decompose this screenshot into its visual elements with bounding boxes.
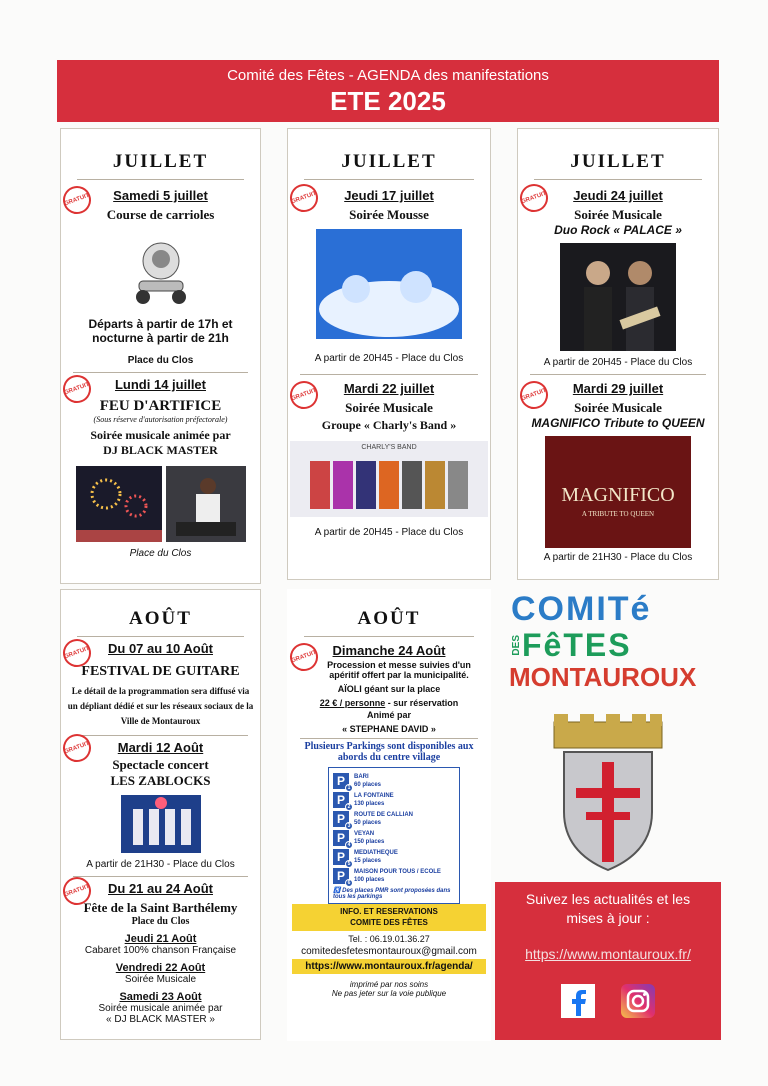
pmr-note: ♿ Des places PMR sont proposées dans tous les parkings bbox=[333, 888, 451, 900]
column-juillet-1 bbox=[60, 128, 261, 584]
month-title: JUILLET bbox=[304, 151, 474, 180]
gratuit-stamp: GRATUIT bbox=[59, 182, 95, 218]
day-21-date: Jeudi 21 Août bbox=[124, 933, 197, 945]
event-sub: LES ZABLOCKS bbox=[110, 773, 211, 788]
divider bbox=[300, 374, 478, 375]
event-time: A partir de 20H45 - Place du Clos bbox=[314, 527, 464, 538]
carriole-image bbox=[121, 229, 201, 309]
event-5-juillet bbox=[61, 188, 260, 366]
follow-box bbox=[495, 882, 721, 1040]
event-desc: Le détail de la programmation sera diffusé via un dépliant dédié et sur les réseaux sociaux de la Ville de Montauroux bbox=[67, 686, 254, 726]
event-title: Spectacle concert bbox=[112, 757, 209, 772]
parking-places: 150 places bbox=[354, 838, 385, 845]
event-date: Du 07 au 10 Août bbox=[108, 641, 213, 656]
parking-name: LA FONTAINE bbox=[354, 792, 394, 799]
info-tel: Tel. : 06.19.01.36.27 bbox=[348, 934, 430, 944]
event-date: Dimanche 24 Août bbox=[332, 643, 446, 658]
divider bbox=[73, 876, 248, 877]
event-29-juillet bbox=[518, 381, 718, 563]
day-23-desc: Soirée musicale animée par bbox=[98, 1003, 223, 1014]
info-contact bbox=[292, 931, 486, 998]
parking-places: 100 places bbox=[354, 876, 385, 883]
parking-number: 6 bbox=[345, 879, 353, 887]
gratuit-stamp: GRATUIT bbox=[286, 377, 322, 413]
facebook-icon[interactable] bbox=[561, 984, 595, 1018]
event-17-juillet bbox=[288, 188, 490, 364]
coat-of-arms bbox=[546, 712, 670, 874]
event-line4: Animé par bbox=[366, 710, 411, 720]
event-festival-guitare bbox=[61, 641, 260, 729]
parking-icon: P 3 bbox=[333, 811, 349, 827]
band-members bbox=[290, 461, 488, 509]
event-title: Soirée Musicale bbox=[345, 400, 433, 415]
palace-duo-image bbox=[560, 243, 676, 351]
day-23-date: Samedi 23 Août bbox=[119, 991, 202, 1003]
month-title: JUILLET bbox=[77, 151, 244, 180]
event-date: Jeudi 24 juillet bbox=[573, 188, 663, 203]
divider bbox=[300, 738, 478, 739]
parking-icon: P 4 bbox=[333, 830, 349, 846]
event-date: Jeudi 17 juillet bbox=[344, 188, 434, 203]
day-22-desc: Soirée Musicale bbox=[124, 974, 197, 985]
parking-name: BARI bbox=[354, 773, 369, 780]
gratuit-stamp: GRATUIT bbox=[516, 180, 552, 216]
event-title: FEU D'ARTIFICE bbox=[99, 398, 222, 414]
fireworks-image bbox=[76, 466, 162, 542]
event-time: A partir de 21H30 - Place du Clos bbox=[86, 859, 235, 870]
instagram-icon[interactable] bbox=[621, 984, 655, 1018]
parking-number: 5 bbox=[345, 860, 353, 868]
header-title: ETE 2025 bbox=[330, 86, 446, 116]
feu-artifice-images bbox=[61, 466, 260, 542]
follow-url[interactable]: https://www.montauroux.fr/ bbox=[525, 946, 691, 962]
info-email[interactable]: comitedesfetesmontauroux@gmail.com bbox=[301, 946, 477, 957]
info-title1: INFO. ET RESERVATIONS bbox=[340, 907, 438, 916]
event-14-juillet bbox=[61, 377, 260, 559]
event-place: Place du Clos bbox=[129, 548, 192, 559]
social-icons bbox=[495, 984, 721, 1018]
parking-item bbox=[333, 847, 455, 866]
event-place: Place du Clos bbox=[131, 916, 190, 927]
gratuit-stamp: GRATUIT bbox=[59, 730, 95, 766]
parking-item bbox=[333, 809, 455, 828]
follow-text: Suivez les actualités et les mises à jour : bbox=[525, 891, 691, 926]
parking-name: MAISON POUR TOUS / ECOLE bbox=[354, 868, 441, 875]
logo-word-comite: COMITé bbox=[511, 590, 652, 628]
logo-word-des: DES bbox=[511, 634, 522, 656]
event-sub: MAGNIFICO Tribute to QUEEN bbox=[531, 416, 705, 430]
event-title: Soirée Musicale bbox=[574, 207, 662, 222]
gratuit-stamp: GRATUIT bbox=[516, 377, 552, 413]
event-date: Mardi 29 juillet bbox=[572, 381, 664, 396]
day-21-desc: Cabaret 100% chanson Française bbox=[84, 945, 237, 956]
gratuit-stamp: GRATUIT bbox=[286, 180, 322, 216]
parking-places: 15 places bbox=[354, 857, 382, 864]
divider bbox=[73, 372, 248, 373]
parking-item bbox=[333, 866, 455, 885]
parking-icon: P 1 bbox=[333, 773, 349, 789]
parking-icon: P 6 bbox=[333, 868, 349, 884]
event-22-juillet bbox=[288, 381, 490, 538]
month-title: JUILLET bbox=[534, 151, 702, 180]
column-aout-2 bbox=[287, 589, 491, 1041]
footer-no-litter: Ne pas jeter sur la voie publique bbox=[331, 989, 447, 998]
parking-number: 4 bbox=[345, 841, 353, 849]
day-23-dj: « DJ BLACK MASTER » bbox=[106, 1014, 215, 1025]
event-title: Soirée Mousse bbox=[349, 207, 429, 222]
month-title: AOÛT bbox=[304, 608, 474, 637]
parking-name: VEYAN bbox=[354, 830, 375, 837]
event-time: A partir de 21H30 - Place du Clos bbox=[543, 552, 693, 563]
magnifico-image bbox=[545, 436, 691, 548]
event-date: Lundi 14 juillet bbox=[114, 377, 206, 392]
magnifico-logo-text: MAGNIFICO bbox=[561, 484, 675, 506]
info-url[interactable]: https://www.montauroux.fr/agenda/ bbox=[292, 959, 486, 974]
gratuit-stamp: GRATUIT bbox=[59, 635, 95, 671]
event-title: Fête de la Saint Barthélemy bbox=[83, 900, 238, 915]
parking-item bbox=[333, 790, 455, 809]
parking-number: 3 bbox=[345, 822, 353, 830]
info-box bbox=[292, 904, 486, 931]
event-sub1: Soirée musicale animée par bbox=[90, 428, 231, 442]
event-animator: « STEPHANE DAVID » bbox=[342, 724, 436, 734]
parking-name: ROUTE DE CALLIAN bbox=[354, 811, 413, 818]
parking-list bbox=[328, 767, 460, 904]
event-sub2: DJ BLACK MASTER bbox=[103, 443, 218, 457]
parking-name: MEDIATHEQUE bbox=[354, 849, 398, 856]
event-date: Samedi 5 juillet bbox=[113, 188, 208, 203]
logo-word-fetes: FêTES bbox=[522, 627, 632, 663]
event-12-aout bbox=[61, 740, 260, 870]
header-banner bbox=[57, 60, 719, 122]
day-22-date: Vendredi 22 Août bbox=[115, 962, 206, 974]
parking-places: 60 places bbox=[354, 781, 382, 788]
event-date: Mardi 22 juillet bbox=[343, 381, 435, 396]
parking-number: 2 bbox=[345, 803, 353, 811]
event-date: Du 21 au 24 Août bbox=[108, 881, 213, 896]
footer-printed: imprimé par nos soins bbox=[349, 980, 429, 989]
divider bbox=[530, 374, 706, 375]
dj-image bbox=[166, 466, 246, 542]
event-price: 22 € / personne bbox=[319, 698, 386, 708]
parking-title: Plusieurs Parkings sont disponibles aux abords du centre village bbox=[304, 741, 474, 763]
event-saint-barthelemy bbox=[61, 881, 260, 1025]
parking-icon: P 5 bbox=[333, 849, 349, 865]
event-sub: Groupe « Charly's Band » bbox=[321, 418, 457, 432]
event-line2: AÏOLI géant sur la place bbox=[337, 684, 441, 694]
month-title: AOÛT bbox=[77, 608, 244, 637]
info-title2: COMITE DES FÊTES bbox=[350, 918, 428, 927]
parking-places: 50 places bbox=[354, 819, 382, 826]
column-aout-1 bbox=[60, 589, 261, 1040]
event-title: Course de carrioles bbox=[106, 207, 215, 222]
event-time: A partir de 20H45 - Place du Clos bbox=[314, 353, 464, 364]
column-juillet-2 bbox=[287, 128, 491, 580]
parking-item bbox=[333, 828, 455, 847]
event-line1: Procession et messe suivies d'un apéritif offert par la municipalité. bbox=[327, 660, 471, 680]
event-note: (Sous réserve d'autorisation préfectorale) bbox=[93, 415, 228, 424]
parking-number: 1 bbox=[345, 784, 353, 792]
column-juillet-3 bbox=[517, 128, 719, 580]
event-desc: Départs à partir de 17h et nocturne à partir de 21h bbox=[88, 317, 233, 345]
comite-logo bbox=[507, 590, 722, 700]
divider bbox=[73, 735, 248, 736]
zablocks-image bbox=[121, 795, 201, 853]
parking-icon: P 2 bbox=[333, 792, 349, 808]
magnifico-subtitle: A TRIBUTE TO QUEEN bbox=[581, 510, 655, 518]
event-reservation: - sur réservation bbox=[385, 698, 459, 708]
logo-word-montauroux: MONTAUROUX bbox=[509, 662, 697, 692]
event-date: Mardi 12 Août bbox=[117, 740, 204, 755]
event-sub: Duo Rock « PALACE » bbox=[554, 223, 682, 237]
charlys-band-image bbox=[290, 441, 488, 517]
parking-item bbox=[333, 771, 455, 790]
event-24-aout bbox=[288, 643, 490, 734]
event-24-juillet bbox=[518, 188, 718, 368]
gratuit-stamp: GRATUIT bbox=[59, 873, 95, 909]
event-title: Soirée Musicale bbox=[574, 400, 662, 415]
parking-places: 130 places bbox=[354, 800, 385, 807]
band-name: CHARLY'S BAND bbox=[361, 444, 417, 451]
event-time: A partir de 20H45 - Place du Clos bbox=[543, 357, 693, 368]
header-line1: Comité des Fêtes - AGENDA des manifestations bbox=[227, 67, 549, 84]
event-title: FESTIVAL DE GUITARE bbox=[81, 664, 240, 679]
gratuit-stamp: GRATUIT bbox=[59, 371, 95, 407]
gratuit-stamp: GRATUIT bbox=[286, 639, 322, 675]
event-place: Place du Clos bbox=[127, 355, 194, 366]
soiree-mousse-image bbox=[316, 229, 462, 339]
